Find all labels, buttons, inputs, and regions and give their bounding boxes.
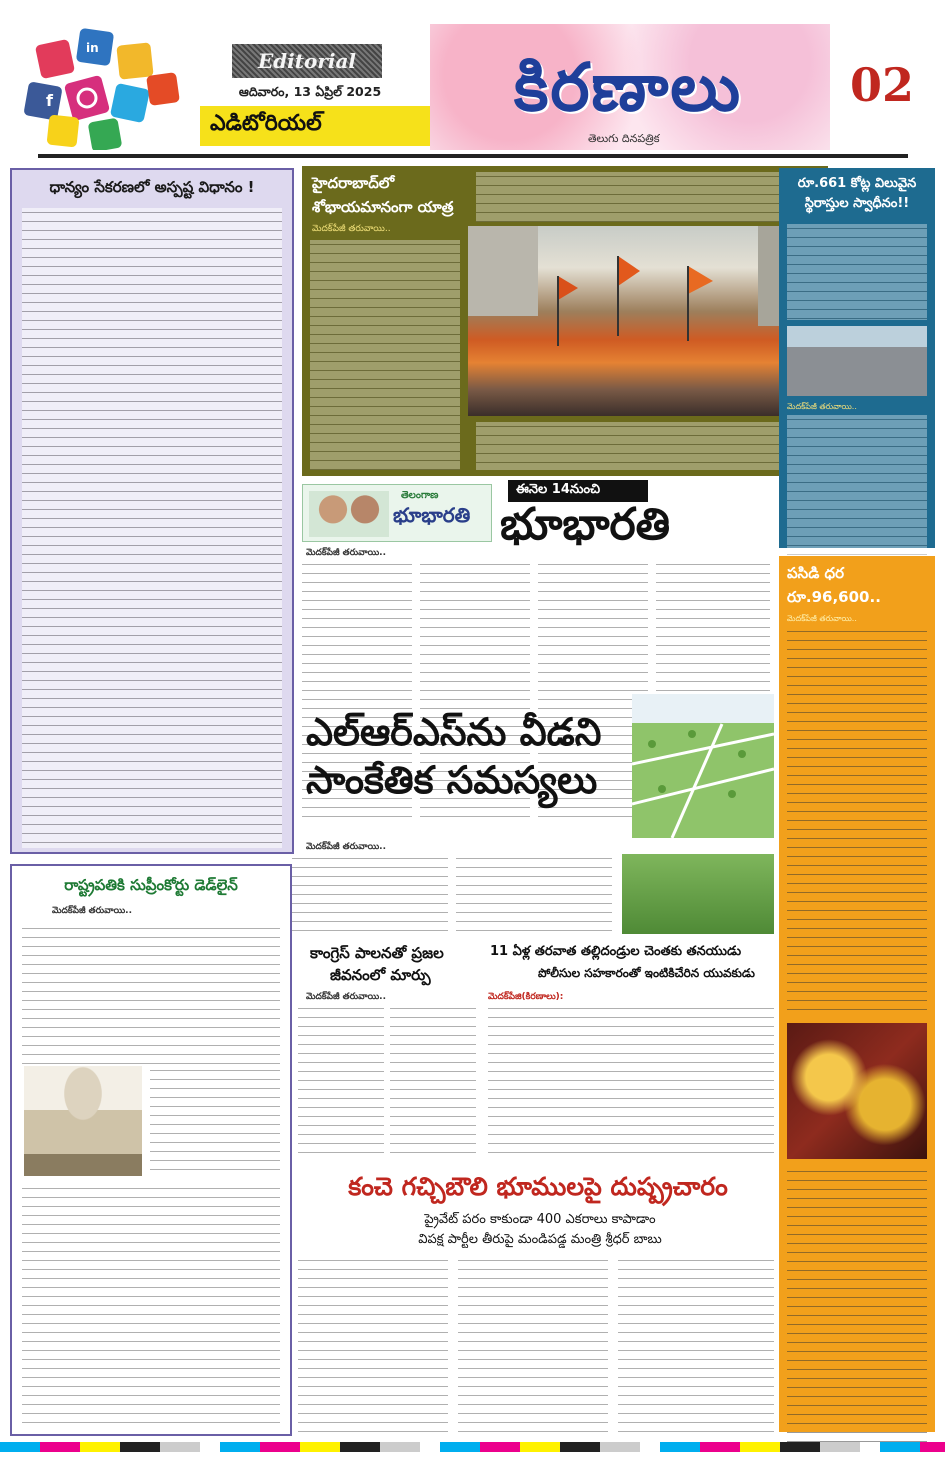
kanche-deck2: విపక్ష పార్టీల తీరుపై మండిపడ్డ మంత్రి శ్రీధర్ బాబు xyxy=(418,1232,662,1247)
hyderabad-title-line1: హైదరాబాద్‌లో xyxy=(312,174,395,192)
bhubharati-logo-top: తెలంగాణ xyxy=(401,490,439,501)
supreme-body-text-2 xyxy=(150,1066,280,1178)
bhubharati-logo xyxy=(302,484,492,542)
rs661-container xyxy=(779,168,935,548)
grain-title: ధాన్యం సేకరణలో అస్పష్ట విధానం ! xyxy=(49,178,255,196)
bhubharati-kicker: ఈనెల 14నుంచి xyxy=(508,480,648,502)
gold-article xyxy=(779,556,935,1432)
kanche-title: కంచె గచ్చిబౌలి భూములపై దుష్ప్రచారం xyxy=(348,1172,728,1201)
lrs-col1 xyxy=(292,854,448,934)
congress-title-line1: కాంగ్రెస్ పాలనతో ప్రజల xyxy=(310,944,444,962)
kanche-deck1: ప్రైవేట్ పరం కాకుండా 400 ఎకరాలు కాపాడాం xyxy=(424,1212,656,1227)
svg-text:f: f xyxy=(46,91,53,110)
rs661-title-line1: రూ.661 కోట్ల విలువైన xyxy=(797,176,917,191)
kanche-col2 xyxy=(458,1256,608,1432)
masthead-rule xyxy=(38,154,908,158)
section-label: ఎడిటోరియల్ xyxy=(210,111,322,136)
gold-title-line2: రూ.96,600.. xyxy=(787,588,881,606)
lrs-photo-2 xyxy=(622,854,774,934)
eleven-years-dateline: మెదక్‌పేజి(కిరణాలు): xyxy=(488,992,564,1002)
congress-dateline: మెదక్‌పేజీ తరువాయి.. xyxy=(306,992,386,1002)
building-photo xyxy=(787,326,927,396)
lrs-body-text xyxy=(292,854,774,936)
lrs-col2 xyxy=(456,854,612,934)
rs661-body-text-2 xyxy=(787,415,927,565)
hyderabad-title-line2: శోభాయమానంగా యాత్ర xyxy=(312,198,454,216)
jewellery-photo xyxy=(787,1023,927,1159)
rs661-body-text xyxy=(787,224,927,320)
bhubharati-title: భూభారతి xyxy=(500,499,671,550)
gold-body-text-2 xyxy=(787,1167,927,1447)
supreme-dateline: మెదక్‌పేజీ తరువాయి.. xyxy=(52,906,132,916)
hyderabad-body-text-3 xyxy=(476,422,820,470)
gold-body-text xyxy=(787,627,927,1015)
congress-col1 xyxy=(298,1004,384,1160)
kanche-col3 xyxy=(618,1256,774,1432)
page-number: 02 xyxy=(849,58,914,112)
congress-title-line2: జీవనంలో మార్పు xyxy=(330,966,431,984)
supreme-court-photo xyxy=(24,1066,142,1176)
paper-tagline: తెలుగు దినపత్రిక xyxy=(588,132,660,145)
bhubharati-logo-main: భూభారతి xyxy=(393,503,471,527)
supreme-body-text xyxy=(22,924,280,1064)
hyderabad-body-right xyxy=(468,166,828,226)
lrs-dateline: మెదక్‌పేజీ తరువాయి.. xyxy=(306,842,386,852)
rs661-dateline: మెదక్‌పేజీ తరువాయి.. xyxy=(787,402,857,411)
svg-text:in: in xyxy=(86,41,99,55)
leaders-photo xyxy=(309,491,389,537)
hyderabad-body-text-2 xyxy=(476,172,820,222)
rs661-title-line2: స్థిరాస్తుల స్వాధీనం!! xyxy=(804,196,910,211)
eleven-years-title: 11 ఏళ్ల తరవాత తల్లిదండ్రుల చెంతకు తనయుడు xyxy=(490,944,742,959)
hyderabad-bottom-text xyxy=(468,416,828,476)
supreme-article xyxy=(10,864,292,1436)
kanche-body-text xyxy=(298,1256,776,1432)
social-icons-graphic xyxy=(18,24,190,150)
grain-article xyxy=(10,168,294,854)
date-line: ఆదివారం, 13 ఏప్రిల్ 2025 xyxy=(238,84,382,99)
layout-plots-photo xyxy=(632,694,774,838)
section-banner xyxy=(200,106,440,146)
gold-title-line1: పసిడి ధర xyxy=(787,564,845,582)
eleven-years-body-text xyxy=(488,1004,774,1160)
paper-name: కిరణాలు xyxy=(513,49,743,126)
lrs-title-line1: ఎల్ఆర్ఎస్‌ను వీడని xyxy=(306,710,602,754)
hyderabad-body-text xyxy=(310,240,460,470)
print-color-bar xyxy=(0,1442,945,1452)
supreme-body-text-3 xyxy=(22,1184,280,1428)
congress-col2 xyxy=(390,1004,476,1160)
grain-body-text xyxy=(22,208,282,848)
lrs-title-line2: సాంకేతిక సమస్యలు xyxy=(306,758,598,802)
editorial-badge-label: Editorial xyxy=(257,49,357,73)
gold-dateline: మెదక్‌పేజీ తరువాయి.. xyxy=(787,614,857,623)
bhubharati-dateline: మెదక్‌పేజీ తరువాయి.. xyxy=(306,548,386,558)
procession-photo xyxy=(468,226,828,416)
hyderabad-article xyxy=(302,166,468,476)
eleven-years-subtitle: పోలీసుల సహకారంతో ఇంటికిచేరిన యువకుడు xyxy=(538,966,755,980)
hyderabad-dateline: మెదక్‌పేజీ తరువాయి.. xyxy=(312,224,391,234)
congress-body-text xyxy=(298,1004,478,1160)
kanche-col1 xyxy=(298,1256,448,1432)
supreme-title: రాష్ట్రపతికి సుప్రీంకోర్టు డెడ్‌లైన్ xyxy=(64,876,238,894)
editorial-badge xyxy=(232,44,382,78)
